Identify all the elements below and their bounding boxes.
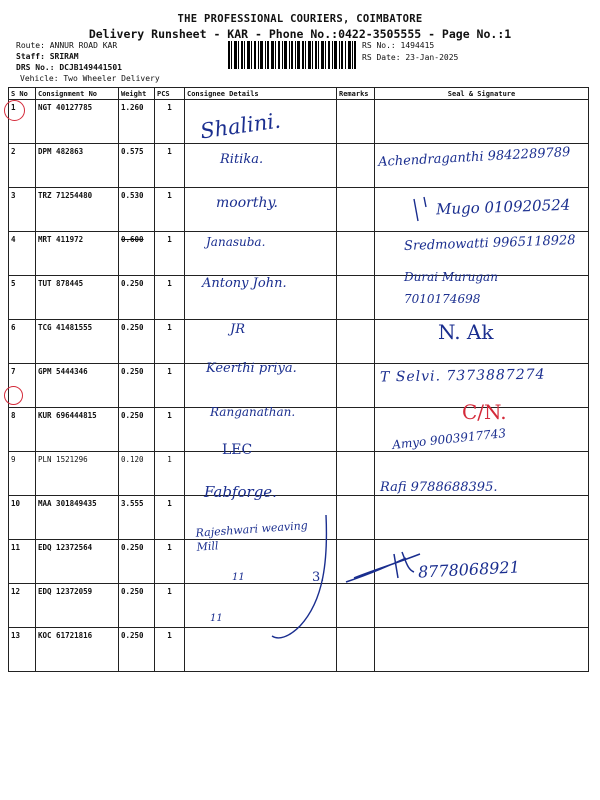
remarks-cell <box>337 408 375 452</box>
consignee-handwriting-7: Keerthi priya. <box>206 361 297 376</box>
weight: 0.250 <box>119 540 155 584</box>
sno: 4 <box>9 232 36 276</box>
sno: 11 <box>9 540 36 584</box>
pcs: 1 <box>155 540 185 584</box>
seal-cell <box>375 584 589 628</box>
sno-1-circle <box>4 100 25 121</box>
col-pcs: PCS <box>155 88 185 100</box>
sno: 13 <box>9 628 36 672</box>
consignee-handwriting-2: Ritika. <box>220 152 264 167</box>
sno: 9 <box>9 452 36 496</box>
col-seal: Seal & Signature <box>375 88 589 100</box>
consignment-no: KUR 696444815 <box>36 408 119 452</box>
pcs: 1 <box>155 628 185 672</box>
consignee-handwriting-8: Ranganathan. <box>210 405 296 419</box>
pcs: 1 <box>155 496 185 540</box>
pcs: 1 <box>155 100 185 144</box>
sno: 8 <box>9 408 36 452</box>
consignee-handwriting-9: LEC <box>222 442 253 458</box>
weight: 0.120 <box>119 452 155 496</box>
check-scribble-icon <box>410 195 434 225</box>
seal-signature-9: Amyo 9003917743 <box>391 426 507 452</box>
remarks-cell <box>337 452 375 496</box>
consignment-no: NGT 40127785 <box>36 100 119 144</box>
consignee-handwriting-6: JR <box>230 322 245 337</box>
seal-signature-4: Sredmowatti 9965118928 <box>403 233 576 254</box>
consignment-no: MAA 301849435 <box>36 496 119 540</box>
remarks-cell <box>337 276 375 320</box>
pcs: 1 <box>155 408 185 452</box>
seal-signature-5: Durai Murugan 7010174698 <box>404 270 498 306</box>
consignment-no: EDQ 12372564 <box>36 540 119 584</box>
table-header-row <box>9 88 589 100</box>
col-remarks: Remarks <box>337 88 375 100</box>
weight: 0.250 <box>119 276 155 320</box>
table-row <box>9 320 589 364</box>
col-weight: Weight <box>119 88 155 100</box>
consignment-no: TRZ 71254480 <box>36 188 119 232</box>
seal-cell <box>375 628 589 672</box>
table-row <box>9 100 589 144</box>
seal-signature-6: N. Ak <box>438 320 494 344</box>
sno: 6 <box>9 320 36 364</box>
pcs: 1 <box>155 584 185 628</box>
seal-signature-7: T Selvi. 7373887274 <box>379 366 546 386</box>
seal-signature-12: 8778068921 <box>417 557 521 582</box>
weight: 0.600 <box>119 232 155 276</box>
consignee-handwriting-10: Fabforge. <box>204 483 277 501</box>
remarks-cell <box>337 144 375 188</box>
consignment-no: MRT 411972 <box>36 232 119 276</box>
consignment-no: KOC 61721816 <box>36 628 119 672</box>
seal-cell <box>375 496 589 540</box>
rs-number: RS No.: 1494415 <box>362 41 435 50</box>
weight: 3.555 <box>119 496 155 540</box>
pcs: 1 <box>155 188 185 232</box>
remarks-cell <box>337 496 375 540</box>
remarks-cell <box>337 232 375 276</box>
remarks-cell <box>337 320 375 364</box>
sno-8-circle <box>4 386 23 405</box>
consignee-handwriting-5: Antony John. <box>202 276 287 291</box>
pcs: 1 <box>155 276 185 320</box>
route-label: Route: ANNUR ROAD KAR <box>16 41 118 50</box>
consignee-handwriting-13: 11 <box>210 613 223 624</box>
col-consignee: Consignee Details <box>185 88 337 100</box>
sno: 1 <box>9 100 36 144</box>
consignee-cell <box>185 320 337 364</box>
sno: 7 <box>9 364 36 408</box>
seal-signature-10: Rafi 9788688395. <box>380 480 498 495</box>
consignment-no: TCG 41481555 <box>36 320 119 364</box>
consignee-handwriting-12: 11 <box>232 572 245 583</box>
company-name: THE PROFESSIONAL COURIERS, COIMBATORE <box>177 13 423 25</box>
sno: 5 <box>9 276 36 320</box>
sno: 3 <box>9 188 36 232</box>
consignment-no: PLN 1521296 <box>36 452 119 496</box>
runsheet-title: Delivery Runsheet - KAR - Phone No.:0422-3505555 - Page No.:1 <box>88 27 512 41</box>
pcs: 1 <box>155 452 185 496</box>
remarks-cell <box>337 100 375 144</box>
weight: 0.250 <box>119 584 155 628</box>
sno: 10 <box>9 496 36 540</box>
consignee-handwriting-3: moorthy. <box>216 195 278 211</box>
weight: 0.530 <box>119 188 155 232</box>
consignment-no: GPM 5444346 <box>36 364 119 408</box>
consignee-handwriting-1: Shalini. <box>198 108 283 144</box>
weight: 0.575 <box>119 144 155 188</box>
sno: 12 <box>9 584 36 628</box>
consignee-handwriting-4: Janasuba. <box>206 235 266 249</box>
col-sno: S No <box>9 88 36 100</box>
seal-signature-2: Achendraganthi 9842289789 <box>377 144 571 171</box>
remarks-cell <box>337 628 375 672</box>
remarks-cell <box>337 584 375 628</box>
pcs: 1 <box>155 144 185 188</box>
col-consignment: Consignment No <box>36 88 119 100</box>
pcs: 1 <box>155 364 185 408</box>
consignment-no: DPM 482863 <box>36 144 119 188</box>
pcs: 1 <box>155 232 185 276</box>
drs-number: DRS No.: DCJB149441501 <box>16 63 122 72</box>
consignment-no: EDQ 12372059 <box>36 584 119 628</box>
weight: 1.260 <box>119 100 155 144</box>
weight: 0.250 <box>119 628 155 672</box>
weight: 0.250 <box>119 364 155 408</box>
sno: 2 <box>9 144 36 188</box>
staff-label: Staff: SRIRAM <box>16 52 79 61</box>
bracket-count: 3. <box>312 570 325 585</box>
consignment-no: TUT 878445 <box>36 276 119 320</box>
weight: 0.250 <box>119 408 155 452</box>
seal-signature-3: Mugo 010920524 <box>435 195 571 219</box>
rs-date: RS Date: 23-Jan-2025 <box>362 53 459 62</box>
pcs: 1 <box>155 320 185 364</box>
seal-signature-8: C/N. <box>462 400 507 424</box>
remarks-cell <box>337 188 375 232</box>
weight: 0.250 <box>119 320 155 364</box>
remarks-cell <box>337 364 375 408</box>
barcode-icon <box>228 41 356 69</box>
seal-cell <box>375 100 589 144</box>
consignee-handwriting-11: Rajeshwari weaving Mill <box>195 518 309 554</box>
vehicle-label: Vehicle: Two Wheeler Delivery <box>20 74 160 83</box>
signature-scribble-icon <box>344 548 426 588</box>
